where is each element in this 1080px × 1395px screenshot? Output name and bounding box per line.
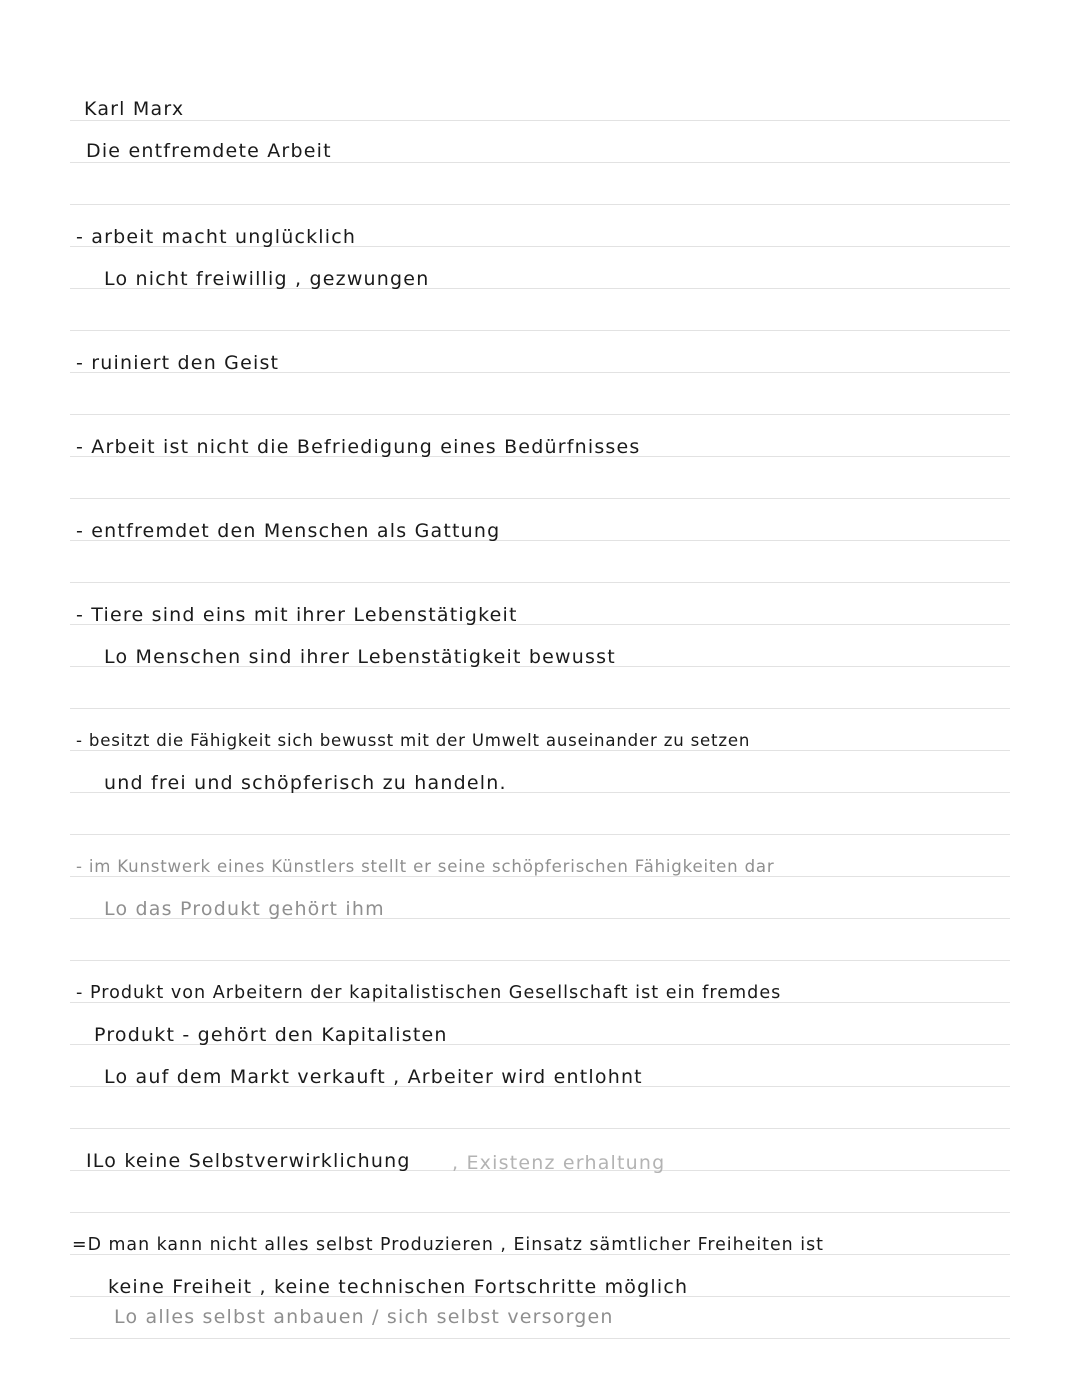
rule-line — [70, 204, 1010, 205]
rule-line — [70, 120, 1010, 121]
ruled-lines — [70, 0, 1010, 1395]
note-line: ILo keine Selbstverwirklichung — [86, 1150, 411, 1172]
note-author: Karl Marx — [84, 98, 185, 120]
note-line: und frei und schöpferisch zu handeln. — [104, 772, 507, 794]
rule-line — [70, 708, 1010, 709]
note-line: Lo nicht freiwillig , gezwungen — [104, 268, 430, 290]
note-line: - besitzt die Fähigkeit sich bewusst mit der Umwelt auseinander zu setzen — [76, 731, 751, 750]
note-line: - entfremdet den Menschen als Gattung — [76, 520, 501, 542]
rule-line — [70, 498, 1010, 499]
note-line: - arbeit macht unglücklich — [76, 226, 357, 248]
note-line: - ruiniert den Geist — [76, 352, 280, 374]
rule-line — [70, 960, 1010, 961]
note-line: , Existenz erhaltung — [452, 1152, 666, 1174]
note-title: Die entfremdete Arbeit — [86, 140, 332, 162]
rule-line — [70, 582, 1010, 583]
note-line: keine Freiheit , keine technischen Fortschritte möglich — [108, 1276, 689, 1298]
rule-line — [70, 330, 1010, 331]
note-line: - im Kunstwerk eines Künstlers stellt er seine schöpferischen Fähigkeiten dar — [76, 857, 775, 876]
rule-line — [70, 414, 1010, 415]
note-line: Lo Menschen sind ihrer Lebenstätigkeit bewusst — [104, 646, 616, 668]
rule-line — [70, 834, 1010, 835]
rule-line — [70, 1338, 1010, 1339]
note-line: =D man kann nicht alles selbst Produzieren , Einsatz sämtlicher Freiheiten ist — [72, 1235, 824, 1255]
note-line: Lo alles selbst anbauen / sich selbst versorgen — [114, 1306, 614, 1328]
note-line: Produkt - gehört den Kapitalisten — [94, 1024, 448, 1046]
note-line: Lo das Produkt gehört ihm — [104, 898, 385, 920]
rule-line — [70, 1212, 1010, 1213]
note-line: - Produkt von Arbeitern der kapitalistischen Gesellschaft ist ein fremdes — [76, 983, 782, 1003]
note-line: Lo auf dem Markt verkauft , Arbeiter wird entlohnt — [104, 1066, 643, 1088]
note-line: - Tiere sind eins mit ihrer Lebenstätigkeit — [76, 604, 518, 626]
note-line: - Arbeit ist nicht die Befriedigung eines Bedürfnisses — [76, 436, 641, 458]
rule-line — [70, 1128, 1010, 1129]
